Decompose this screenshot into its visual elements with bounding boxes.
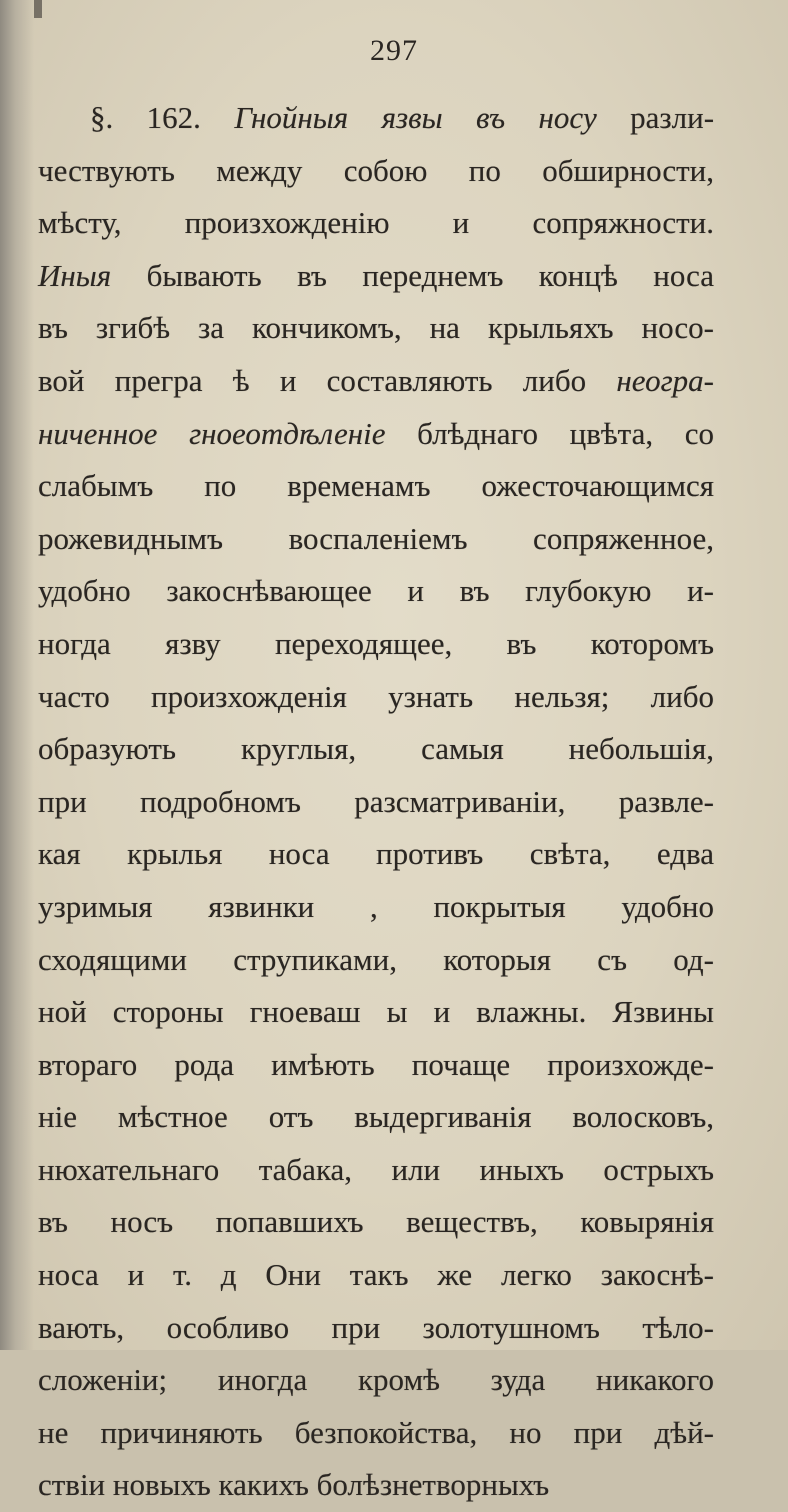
text-line <box>38 355 714 408</box>
text-segment: при подробномъ разсматриваніи, развле- <box>38 783 714 819</box>
text-line <box>38 1249 714 1302</box>
text-line <box>38 1354 714 1407</box>
text-segment: узримыя язвинки , покрытыя удобно <box>38 888 714 924</box>
text-segment: ніе мѣстное отъ выдергиванія волосковъ, <box>38 1099 714 1135</box>
text-segment: удобно закоснѣвающее и въ глубокую и- <box>38 573 714 609</box>
text-line <box>38 197 714 250</box>
text-segment: блѣднаго цвѣта, со <box>385 415 714 451</box>
text-line <box>38 776 714 829</box>
italic-text: Иныя <box>38 257 112 293</box>
page-edge-mark <box>34 0 42 18</box>
body-text <box>38 92 714 1512</box>
text-segment: ствіи новыхъ какихъ болѣзнетворныхъ <box>38 1467 550 1503</box>
text-line <box>38 881 714 934</box>
text-segment: слабымъ по временамъ ожесточающимся <box>38 468 714 504</box>
text-line <box>38 513 714 566</box>
text-segment: мѣсту, произхожденію и сопряжности. <box>38 205 714 241</box>
text-line <box>38 1039 714 1092</box>
text-line <box>38 618 714 671</box>
text-line <box>38 828 714 881</box>
text-line <box>38 986 714 1039</box>
text-segment: вой прегра ѣ и составляють либо <box>38 362 617 398</box>
text-segment: ногда язву переходящее, въ которомъ <box>38 625 714 661</box>
page-number: 297 <box>370 34 418 67</box>
italic-text: неогра- <box>616 362 714 398</box>
text-segment: носа и т. д Они такъ же легко закоснѣ- <box>38 1257 714 1293</box>
text-line <box>38 1091 714 1144</box>
text-segment: чествують между собою по обширности, <box>38 152 714 188</box>
text-segment: не причиняють безпокойства, но при дѣй- <box>38 1414 714 1450</box>
text-line <box>38 92 714 145</box>
text-segment: кая крылья носа противъ свѣта, едва <box>38 836 714 872</box>
text-line <box>38 723 714 776</box>
text-segment: нюхательнаго табака, или иныхъ острыхъ <box>38 1151 714 1187</box>
text-segment: вають, особливо при золотушномъ тѣло- <box>38 1309 714 1345</box>
text-line <box>38 934 714 987</box>
text-line <box>38 408 714 461</box>
text-line <box>38 565 714 618</box>
text-segment: бывають въ переднемъ концѣ носа <box>111 257 714 293</box>
italic-text: Гнойныя язвы въ носу <box>234 100 597 135</box>
text-line <box>38 671 714 724</box>
text-segment: въ згибѣ за кончикомъ, на крыльяхъ носо- <box>38 310 714 346</box>
page-edge-shadow <box>0 0 34 1350</box>
text-segment: сложеніи; иногда кромѣ зуда никакого <box>38 1362 714 1398</box>
italic-text: ниченное гноеотдѣленіе <box>38 415 386 451</box>
text-line <box>38 250 714 303</box>
text-line <box>38 145 714 198</box>
text-segment: въ носъ попавшихъ веществъ, ковырянія <box>38 1204 714 1240</box>
text-segment: §. 162. <box>90 100 235 135</box>
text-line <box>38 1407 714 1460</box>
text-segment: ной стороны гноеваш ы и влажны. Язвины <box>38 994 714 1030</box>
text-line <box>38 1196 714 1249</box>
text-line <box>38 1302 714 1355</box>
text-segment: сходящими струпиками, которыя съ од- <box>38 941 714 977</box>
text-line <box>38 460 714 513</box>
text-segment: разли- <box>596 100 715 135</box>
text-line <box>38 1144 714 1197</box>
text-segment: образують круглыя, самыя небольшія, <box>38 731 714 767</box>
text-segment: рожевиднымъ воспаленіемъ сопряженное, <box>38 520 714 556</box>
text-segment: часто произхожденія узнать нельзя; либо <box>38 678 714 714</box>
text-line <box>38 302 714 355</box>
text-segment: втораго рода имѣють почаще произхожде- <box>38 1046 714 1082</box>
text-line <box>38 1459 714 1512</box>
